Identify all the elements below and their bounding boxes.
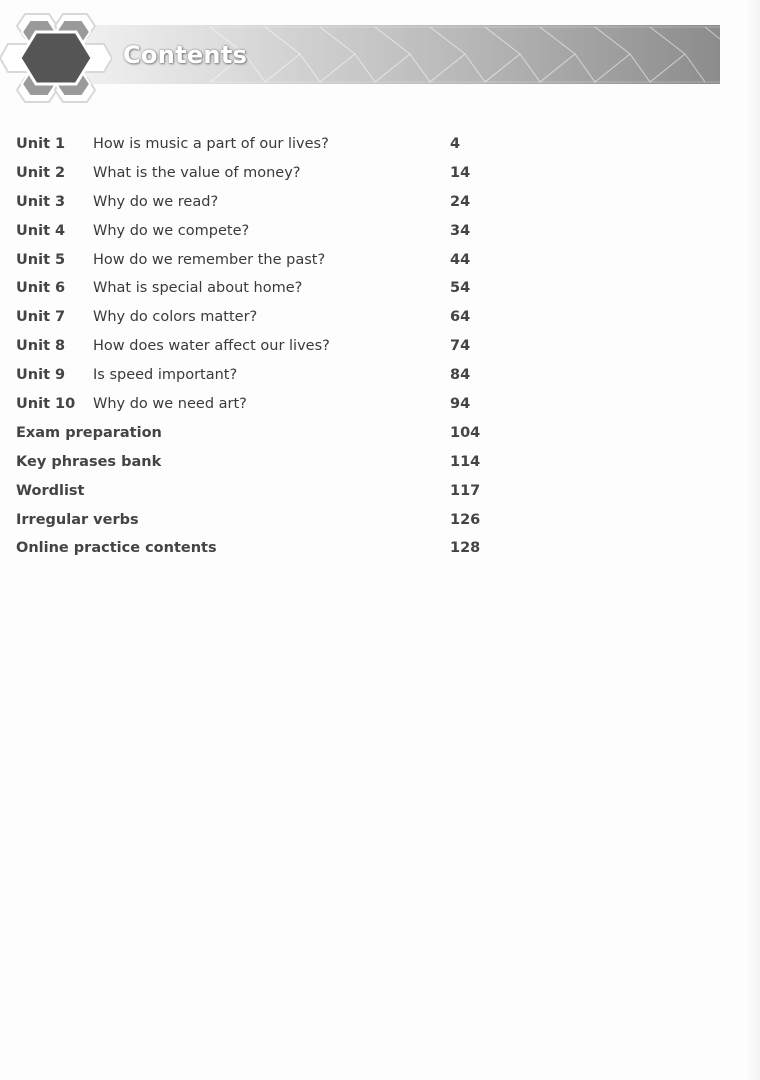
page-number: 114 (450, 453, 481, 470)
page-number: 14 (450, 164, 471, 181)
hexagon-cluster-icon (0, 8, 112, 108)
toc-row-unit-9[interactable] (16, 362, 486, 391)
unit-question: How is music a part of our lives? (93, 136, 329, 152)
toc-row-key-phrases-bank[interactable] (16, 449, 486, 478)
unit-number: Unit 10 (16, 396, 76, 413)
toc-row-unit-6[interactable] (16, 275, 486, 304)
toc-row-unit-8[interactable] (16, 333, 486, 362)
toc-row-unit-3[interactable] (16, 189, 486, 218)
toc-row-unit-4[interactable] (16, 218, 486, 247)
toc-row-irregular-verbs[interactable] (16, 507, 486, 536)
page-number: 104 (450, 424, 481, 441)
unit-question: Why do colors matter? (93, 309, 258, 326)
page-title: Contents (123, 41, 248, 69)
page-edge (746, 0, 760, 1080)
page-number: 117 (450, 482, 481, 499)
unit-question: How does water affect our lives? (93, 338, 330, 355)
page-number: 126 (450, 511, 481, 528)
unit-question: What is special about home? (93, 280, 303, 297)
page-number: 4 (450, 136, 461, 152)
page-number: 74 (450, 338, 471, 355)
page-number: 24 (450, 193, 471, 210)
section-label: Key phrases bank (16, 453, 162, 470)
unit-number: Unit 1 (16, 136, 66, 152)
toc-row-online-practice-contents[interactable] (16, 535, 486, 564)
toc-row-unit-1[interactable] (16, 131, 486, 160)
section-label: Wordlist (16, 482, 85, 499)
page-number: 84 (450, 367, 471, 384)
unit-question: Is speed important? (93, 367, 238, 384)
table-of-contents (16, 131, 486, 564)
page-number: 128 (450, 540, 481, 557)
toc-row-unit-7[interactable] (16, 304, 486, 333)
unit-number: Unit 8 (16, 338, 66, 355)
unit-question: Why do we compete? (93, 222, 250, 239)
unit-number: Unit 4 (16, 222, 66, 239)
section-label: Online practice contents (16, 540, 217, 557)
page-number: 64 (450, 309, 471, 326)
unit-question: What is the value of money? (93, 164, 301, 181)
toc-row-unit-5[interactable] (16, 247, 486, 276)
unit-question: Why do we need art? (93, 396, 247, 413)
unit-number: Unit 2 (16, 164, 66, 181)
toc-row-wordlist[interactable] (16, 478, 486, 507)
unit-number: Unit 6 (16, 280, 66, 297)
section-label: Irregular verbs (16, 511, 139, 528)
page-number: 94 (450, 396, 471, 413)
unit-number: Unit 9 (16, 367, 66, 384)
toc-row-unit-10[interactable] (16, 391, 486, 420)
toc-row-unit-2[interactable] (16, 160, 486, 189)
unit-question: How do we remember the past? (93, 251, 326, 268)
page-number: 54 (450, 280, 471, 297)
unit-question: Why do we read? (93, 193, 219, 210)
section-label: Exam preparation (16, 424, 162, 441)
page-number: 44 (450, 251, 471, 268)
unit-number: Unit 7 (16, 309, 66, 326)
unit-number: Unit 3 (16, 193, 66, 210)
unit-number: Unit 5 (16, 251, 66, 268)
page-number: 34 (450, 222, 471, 239)
toc-row-exam-preparation[interactable] (16, 420, 486, 449)
